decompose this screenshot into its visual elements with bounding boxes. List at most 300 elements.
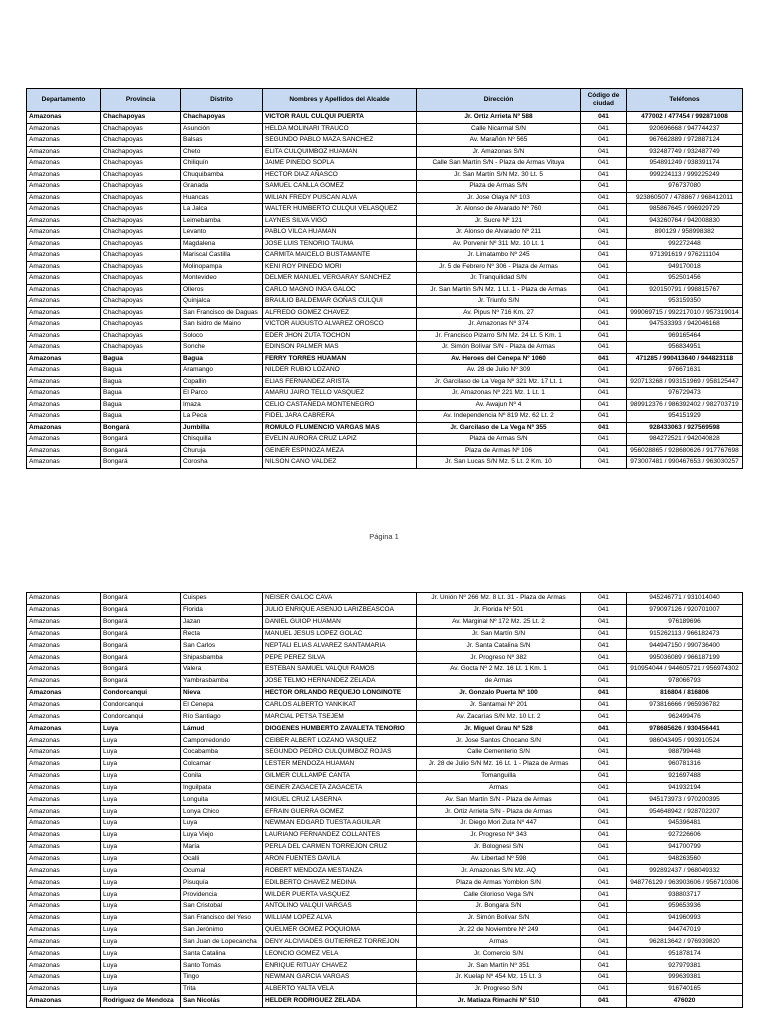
cell-codigo-ciudad: 041 (581, 261, 627, 273)
cell-direccion: Av. Zacarías S/N Mz. 10 Lt. 2 (417, 711, 581, 723)
table-row (27, 758, 743, 770)
cell-distrito: Soloco (181, 330, 263, 342)
cell-telefonos: 976671631 (627, 365, 743, 377)
cell-departamento: Amazonas (27, 960, 101, 972)
table-row (27, 652, 743, 664)
cell-provincia: Luya (101, 818, 181, 830)
cell-departamento: Amazonas (27, 972, 101, 984)
cell-provincia: Chachapoyas (101, 192, 181, 204)
cell-provincia: Condorcanqui (101, 699, 181, 711)
cell-provincia: Condorcanqui (101, 687, 181, 699)
cell-codigo-ciudad: 041 (581, 829, 627, 841)
cell-codigo-ciudad: 041 (581, 711, 627, 723)
cell-distrito: El Cenepa (181, 699, 263, 711)
cell-codigo-ciudad: 041 (581, 411, 627, 423)
cell-distrito: Luya Viejo (181, 829, 263, 841)
cell-departamento: Amazonas (27, 983, 101, 995)
cell-codigo-ciudad: 041 (581, 770, 627, 782)
cell-alcalde: DIOGENES HUMBERTO ZAVALETA TENORIO (263, 723, 417, 735)
cell-direccion: Armas (417, 782, 581, 794)
table-row (27, 123, 743, 135)
table-row (27, 723, 743, 735)
cell-telefonos: 956028865 / 928680626 / 917767698 (627, 445, 743, 457)
cell-alcalde: LESTER MENDOZA HUAMAN (263, 758, 417, 770)
cell-telefonos: 988799448 (627, 746, 743, 758)
cell-alcalde: NILSON CANO VALDEZ (263, 457, 417, 469)
cell-departamento: Amazonas (27, 434, 101, 446)
cell-departamento: Amazonas (27, 794, 101, 806)
cell-alcalde: NEPTALI ELIAS ALVAREZ SANTAMARIA (263, 640, 417, 652)
cell-direccion: Jr. San Martín S/N (417, 628, 581, 640)
cell-alcalde: EDER JHON ZUTA TOCHON (263, 330, 417, 342)
cell-direccion: Plaza de Armas S/N (417, 181, 581, 193)
cell-codigo-ciudad: 041 (581, 135, 627, 147)
table-row (27, 675, 743, 687)
cell-departamento: Amazonas (27, 841, 101, 853)
cell-alcalde: QUELMER GOMEZ POQUIOMA (263, 924, 417, 936)
cell-direccion: Jr. Comercio S/N (417, 948, 581, 960)
cell-distrito: Ocumal (181, 865, 263, 877)
cell-distrito: Mariscal Castilla (181, 250, 263, 262)
cell-direccion: Jr. Santamai Nº 201 (417, 699, 581, 711)
cell-alcalde: VICTOR AUGUSTO ALVAREZ OROSCO (263, 319, 417, 331)
cell-codigo-ciudad: 041 (581, 169, 627, 181)
cell-telefonos: 920713268 / 993151969 / 958125447 (627, 376, 743, 388)
table-row (27, 924, 743, 936)
table-row (27, 284, 743, 296)
table-row (27, 699, 743, 711)
cell-departamento: Amazonas (27, 135, 101, 147)
cell-direccion: Av. San Martín S/N - Plaza de Armas (417, 794, 581, 806)
cell-codigo-ciudad: 041 (581, 806, 627, 818)
cell-direccion: Jr. Limatambo Nº 245 (417, 250, 581, 262)
cell-departamento: Amazonas (27, 829, 101, 841)
cell-codigo-ciudad: 041 (581, 936, 627, 948)
cell-distrito: Providencia (181, 889, 263, 901)
cell-departamento: Amazonas (27, 675, 101, 687)
cell-telefonos: 471285 / 990413640 / 944823118 (627, 353, 743, 365)
table-row (27, 135, 743, 147)
cell-departamento: Amazonas (27, 457, 101, 469)
cell-codigo-ciudad: 041 (581, 995, 627, 1007)
cell-provincia: Bongará (101, 675, 181, 687)
cell-alcalde: DENY ALCIVIADES GUTIERREZ TORREJON (263, 936, 417, 948)
cell-provincia: Luya (101, 912, 181, 924)
cell-provincia: Chachapoyas (101, 204, 181, 216)
cell-distrito: Conila (181, 770, 263, 782)
cell-telefonos: 978066793 (627, 675, 743, 687)
cell-direccion: Jr. Gonzalo Puerta Nº 100 (417, 687, 581, 699)
cell-direccion: Jr. Tranquilidad S/N (417, 273, 581, 285)
cell-telefonos: 945396481 (627, 818, 743, 830)
cell-alcalde: GEINER ESPINOZA MEZA (263, 445, 417, 457)
table-row (27, 604, 743, 616)
cell-alcalde: NEWMAN EDGARD TUESTA AGUILAR (263, 818, 417, 830)
cell-distrito: Sonche (181, 342, 263, 354)
cell-direccion: Tomanguilla (417, 770, 581, 782)
cell-direccion: Calle Cementerio S/N (417, 746, 581, 758)
cell-provincia: Luya (101, 723, 181, 735)
cell-provincia: Rodriguez de Mendoza (101, 995, 181, 1007)
cell-alcalde: PERLA DEL CARMEN TORREJON CRUZ (263, 841, 417, 853)
table-row (27, 296, 743, 308)
cell-direccion: Jr. 5 de Febrero Nº 306 - Plaza de Armas (417, 261, 581, 273)
cell-provincia: Bagua (101, 353, 181, 365)
table-row (27, 806, 743, 818)
cell-provincia: Bongará (101, 628, 181, 640)
cell-alcalde: KENI ROY PINEDO MORI (263, 261, 417, 273)
cell-direccion: Jr. Florida Nº 501 (417, 604, 581, 616)
cell-distrito: Magdalena (181, 238, 263, 250)
cell-direccion: Jr. Amazonas Nº 221 Mz. 1 Lt. 1 (417, 388, 581, 400)
table-row (27, 365, 743, 377)
cell-codigo-ciudad: 041 (581, 215, 627, 227)
cell-departamento: Amazonas (27, 900, 101, 912)
cell-codigo-ciudad: 041 (581, 900, 627, 912)
cell-telefonos: 915262113 / 966182473 (627, 628, 743, 640)
cell-alcalde: ELIAS FERNANDEZ ARISTA (263, 376, 417, 388)
cell-telefonos: 992892437 / 968049332 (627, 865, 743, 877)
cell-direccion: Plaza de Armas Nº 106 (417, 445, 581, 457)
cell-telefonos: 954151929 (627, 411, 743, 423)
page-number-label: Página 1 (369, 532, 399, 541)
cell-distrito: Luya (181, 818, 263, 830)
cell-departamento: Amazonas (27, 261, 101, 273)
cell-direccion: Calle Glorioso Vega S/N (417, 889, 581, 901)
cell-distrito: Aramango (181, 365, 263, 377)
cell-direccion: Jr. Progreso Nº 382 (417, 652, 581, 664)
cell-codigo-ciudad: 041 (581, 181, 627, 193)
cell-provincia: Chachapoyas (101, 158, 181, 170)
table-row (27, 330, 743, 342)
cell-distrito: Copallin (181, 376, 263, 388)
cell-departamento: Amazonas (27, 995, 101, 1007)
cell-telefonos: 984272521 / 942040828 (627, 434, 743, 446)
cell-departamento: Amazonas (27, 758, 101, 770)
cell-alcalde: GEINER ZAGACETA ZAGACETA (263, 782, 417, 794)
cell-provincia: Luya (101, 960, 181, 972)
cell-telefonos: 973816666 / 965936782 (627, 699, 743, 711)
cell-provincia: Bagua (101, 411, 181, 423)
table-row (27, 273, 743, 285)
cell-telefonos: 945173973 / 970200395 (627, 794, 743, 806)
cell-direccion: Av. Pipus Nº 716 Km. 27 (417, 307, 581, 319)
cell-provincia: Bongará (101, 445, 181, 457)
cell-distrito: San Carlos (181, 640, 263, 652)
table-row (27, 457, 743, 469)
cell-codigo-ciudad: 041 (581, 319, 627, 331)
cell-telefonos: 816804 / 816806 (627, 687, 743, 699)
cell-codigo-ciudad: 041 (581, 960, 627, 972)
cell-codigo-ciudad: 041 (581, 445, 627, 457)
cell-provincia: Chachapoyas (101, 135, 181, 147)
cell-telefonos: 932487749 / 932487749 (627, 146, 743, 158)
cell-direccion: Calle San Martín S/N - Plaza de Armas Vituya (417, 158, 581, 170)
cell-alcalde: EVELIN AURORA CRUZ LAPIZ (263, 434, 417, 446)
cell-direccion: Jr. Unión Nº 266 Mz. 8 Lt. 31 - Plaza de Armas (417, 593, 581, 605)
cell-provincia: Chachapoyas (101, 296, 181, 308)
cell-alcalde: EDILBERTO CHAVEZ MEDINA (263, 877, 417, 889)
cell-alcalde: HECTOR DIAZ AÑASCO (263, 169, 417, 181)
cell-direccion: Av. Porvenir Nº 311 Mz. 10 Lt. 1 (417, 238, 581, 250)
cell-departamento: Amazonas (27, 422, 101, 434)
cell-telefonos: 976189696 (627, 616, 743, 628)
table-row (27, 307, 743, 319)
alcaldes-table-page-2 (26, 592, 743, 1008)
cell-codigo-ciudad: 041 (581, 912, 627, 924)
cell-telefonos: 947533393 / 942046168 (627, 319, 743, 331)
cell-direccion: Av. Gocta Nº 2 Mz. 16 Lt. 1 Km. 1 (417, 664, 581, 676)
table-row (27, 250, 743, 262)
table-row (27, 319, 743, 331)
cell-direccion: de Armas (417, 675, 581, 687)
cell-codigo-ciudad: 041 (581, 687, 627, 699)
cell-distrito: Ocalli (181, 853, 263, 865)
table-row (27, 794, 743, 806)
cell-provincia: Luya (101, 936, 181, 948)
cell-departamento: Amazonas (27, 936, 101, 948)
cell-codigo-ciudad: 041 (581, 353, 627, 365)
cell-direccion: Jr. Kuelap Nº 454 Mz. 15 Lt. 3 (417, 972, 581, 984)
header-direccion: Dirección (417, 89, 581, 112)
cell-provincia: Condorcanqui (101, 711, 181, 723)
cell-alcalde: DELMER MANUEL VERGARAY SANCHEZ (263, 273, 417, 285)
table-row (27, 238, 743, 250)
cell-departamento: Amazonas (27, 123, 101, 135)
table-row (27, 960, 743, 972)
cell-telefonos: 923860507 / 478867 / 968412011 (627, 192, 743, 204)
cell-alcalde: LAURIANO FERNANDEZ COLLANTES (263, 829, 417, 841)
cell-distrito: Montevideo (181, 273, 263, 285)
cell-direccion: Jr. Francisco Pizarro S/N Mz. 24 Lt. 5 Km. 1 (417, 330, 581, 342)
cell-telefonos: 976737080 (627, 181, 743, 193)
cell-alcalde: ELITA CULQUIMBOZ HUAMAN (263, 146, 417, 158)
table-row (27, 215, 743, 227)
cell-distrito: Molinopampa (181, 261, 263, 273)
cell-direccion: Jr. Amazonas Nº 374 (417, 319, 581, 331)
cell-distrito: San Francisco de Daguas (181, 307, 263, 319)
cell-distrito: San Francisco del Yeso (181, 912, 263, 924)
cell-telefonos: 921697488 (627, 770, 743, 782)
cell-provincia: Luya (101, 735, 181, 747)
cell-direccion: Av. Libertad Nº 598 (417, 853, 581, 865)
cell-alcalde: HELDA MOLINARI TRAUCO (263, 123, 417, 135)
cell-alcalde: CEIBER ALBERT LOZANO VASQUEZ (263, 735, 417, 747)
cell-alcalde: AMARU JAIRO TELLO VASQUEZ (263, 388, 417, 400)
cell-departamento: Amazonas (27, 877, 101, 889)
cell-distrito: Jumbilla (181, 422, 263, 434)
cell-telefonos: 948776129 / 963903606 / 956710306 (627, 877, 743, 889)
table-row (27, 353, 743, 365)
cell-telefonos: 890129 / 958998382 (627, 227, 743, 239)
cell-codigo-ciudad: 041 (581, 782, 627, 794)
cell-provincia: Chachapoyas (101, 330, 181, 342)
cell-distrito: San Cristobal (181, 900, 263, 912)
table-row (27, 865, 743, 877)
cell-departamento: Amazonas (27, 628, 101, 640)
cell-alcalde: ARON FUENTES DAVILA (263, 853, 417, 865)
cell-direccion: Av. Marginal Nº 172 Mz. 25 Lt. 2 (417, 616, 581, 628)
cell-telefonos: 948263560 (627, 853, 743, 865)
cell-provincia: Chachapoyas (101, 261, 181, 273)
cell-provincia: Chachapoyas (101, 169, 181, 181)
table-header-row (27, 89, 743, 112)
table-row (27, 112, 743, 124)
cell-alcalde: HELDER RODRIGUEZ ZELADA (263, 995, 417, 1007)
cell-codigo-ciudad: 041 (581, 250, 627, 262)
cell-codigo-ciudad: 041 (581, 841, 627, 853)
cell-direccion: Jr. Sucre Nº 121 (417, 215, 581, 227)
cell-alcalde: NEWMAN GARCIA VARGAS (263, 972, 417, 984)
cell-direccion: Jr. Bongara S/N (417, 900, 581, 912)
cell-direccion: Jr. Amazonas S/N Mz. AQ (417, 865, 581, 877)
cell-departamento: Amazonas (27, 806, 101, 818)
cell-alcalde: WILIAN FREDY PUSCAN ALVA (263, 192, 417, 204)
cell-distrito: Yambrasbamba (181, 675, 263, 687)
cell-provincia: Chachapoyas (101, 250, 181, 262)
cell-departamento: Amazonas (27, 711, 101, 723)
cell-codigo-ciudad: 041 (581, 675, 627, 687)
cell-telefonos: 992272448 (627, 238, 743, 250)
cell-provincia: Chachapoyas (101, 273, 181, 285)
cell-alcalde: FIDEL JARA CABRERA (263, 411, 417, 423)
cell-codigo-ciudad: 041 (581, 342, 627, 354)
cell-departamento: Amazonas (27, 319, 101, 331)
cell-distrito: Inguilpata (181, 782, 263, 794)
cell-alcalde: ENRIQUE RITUAY CHAVEZ (263, 960, 417, 972)
cell-distrito: Cocabamba (181, 746, 263, 758)
table-row (27, 204, 743, 216)
cell-provincia: Bongará (101, 640, 181, 652)
header-provincia: Provincia (101, 89, 181, 112)
cell-provincia: Chachapoyas (101, 284, 181, 296)
cell-direccion: Jr. Jose Santos Chocano S/N (417, 735, 581, 747)
cell-direccion: Av. 28 de Julio Nº 309 (417, 365, 581, 377)
cell-direccion: Jr. Simón Bolívar S/N - Plaza de Armas (417, 342, 581, 354)
cell-alcalde: CARLO MAGNO INGA GALOC (263, 284, 417, 296)
cell-alcalde: ALFREDO GOMEZ CHAVEZ (263, 307, 417, 319)
cell-telefonos: 928433063 / 927569598 (627, 422, 743, 434)
cell-codigo-ciudad: 041 (581, 227, 627, 239)
cell-telefonos: 938803717 (627, 889, 743, 901)
cell-codigo-ciudad: 041 (581, 640, 627, 652)
cell-telefonos: 962813642 / 976939820 (627, 936, 743, 948)
cell-provincia: Bongará (101, 652, 181, 664)
cell-telefonos: 916740165 (627, 983, 743, 995)
cell-direccion: Jr. Garcilaso de La Vega Nº 355 (417, 422, 581, 434)
cell-departamento: Amazonas (27, 948, 101, 960)
cell-telefonos: 927979381 (627, 960, 743, 972)
cell-direccion: Jr. Alonso de Alvarado Nº 211 (417, 227, 581, 239)
cell-departamento: Amazonas (27, 146, 101, 158)
cell-codigo-ciudad: 041 (581, 983, 627, 995)
table-row (27, 192, 743, 204)
cell-departamento: Amazonas (27, 273, 101, 285)
cell-departamento: Amazonas (27, 215, 101, 227)
cell-provincia: Bagua (101, 365, 181, 377)
cell-codigo-ciudad: 041 (581, 434, 627, 446)
cell-departamento: Amazonas (27, 169, 101, 181)
cell-provincia: Chachapoyas (101, 123, 181, 135)
cell-direccion: Plaza de Armas Yomblon S/N (417, 877, 581, 889)
cell-alcalde: EDINSON PALMER MAS (263, 342, 417, 354)
cell-departamento: Amazonas (27, 158, 101, 170)
cell-departamento: Amazonas (27, 664, 101, 676)
cell-provincia: Bongará (101, 664, 181, 676)
cell-codigo-ciudad: 041 (581, 388, 627, 400)
cell-departamento: Amazonas (27, 865, 101, 877)
cell-departamento: Amazonas (27, 192, 101, 204)
cell-alcalde: BRAULIO BALDEMAR GOÑAS CULQUI (263, 296, 417, 308)
cell-telefonos: 953159350 (627, 296, 743, 308)
cell-provincia: Luya (101, 841, 181, 853)
cell-telefonos: 976729473 (627, 388, 743, 400)
cell-distrito: Valera (181, 664, 263, 676)
cell-direccion: Jr. San Martín Nº 351 (417, 960, 581, 972)
cell-distrito: Churuja (181, 445, 263, 457)
cell-departamento: Amazonas (27, 912, 101, 924)
table-row (27, 664, 743, 676)
header-distrito: Distrito (181, 89, 263, 112)
cell-alcalde: MARCIAL PETSA TSEJEM (263, 711, 417, 723)
cell-codigo-ciudad: 041 (581, 330, 627, 342)
cell-departamento: Amazonas (27, 853, 101, 865)
cell-distrito: Tingo (181, 972, 263, 984)
cell-direccion: Jr. Garcilaso de La Vega Nº 321 Mz. 17 Lt. 1 (417, 376, 581, 388)
cell-codigo-ciudad: 041 (581, 877, 627, 889)
cell-alcalde: CARMITA MAICELO BUSTAMANTE (263, 250, 417, 262)
cell-direccion: Jr. Ortiz Arrieta Nº 588 (417, 112, 581, 124)
cell-provincia: Luya (101, 794, 181, 806)
cell-distrito: Trita (181, 983, 263, 995)
cell-telefonos: 941700799 (627, 841, 743, 853)
cell-departamento: Amazonas (27, 640, 101, 652)
cell-telefonos: 973007481 / 990467653 / 963030257 (627, 457, 743, 469)
cell-telefonos: 999069715 / 992217010 / 957319014 (627, 307, 743, 319)
cell-distrito: Recta (181, 628, 263, 640)
cell-distrito: Santa Catalina (181, 948, 263, 960)
cell-telefonos: 920150791 / 998815767 (627, 284, 743, 296)
cell-distrito: Colcamar (181, 758, 263, 770)
cell-distrito: El Parco (181, 388, 263, 400)
cell-distrito: Granada (181, 181, 263, 193)
cell-telefonos: 979097126 / 920701007 (627, 604, 743, 616)
header-telefonos: Teléfonos (627, 89, 743, 112)
cell-departamento: Amazonas (27, 376, 101, 388)
cell-direccion: Av. Independencia Nº 819 Mz. 62 Lt. 2 (417, 411, 581, 423)
cell-alcalde: CARLOS ALBERTO YANKIKAT (263, 699, 417, 711)
cell-direccion: Calle Nicarmal S/N (417, 123, 581, 135)
cell-alcalde: SAMUEL CANLLA GOMEZ (263, 181, 417, 193)
cell-alcalde: MANUEL JESUS LOPEZ GOLAC (263, 628, 417, 640)
table-row (27, 434, 743, 446)
table-row (27, 261, 743, 273)
table-row (27, 818, 743, 830)
cell-direccion: Jr. Bolognesi S/N (417, 841, 581, 853)
cell-direccion: Av. Marañón Nº 565 (417, 135, 581, 147)
cell-alcalde: ESTEBAN SAMUEL VALQUI RAMOS (263, 664, 417, 676)
cell-distrito: Huancas (181, 192, 263, 204)
table-row (27, 829, 743, 841)
header-alcalde: Nombres y Apellidos del Alcalde (263, 89, 417, 112)
table-row (27, 900, 743, 912)
cell-distrito: Nieva (181, 687, 263, 699)
cell-departamento: Amazonas (27, 652, 101, 664)
table-row (27, 411, 743, 423)
cell-alcalde: CELIO CASTAÑEDA MONTENEGRO (263, 399, 417, 411)
cell-codigo-ciudad: 041 (581, 616, 627, 628)
cell-distrito: San Jerónimo (181, 924, 263, 936)
